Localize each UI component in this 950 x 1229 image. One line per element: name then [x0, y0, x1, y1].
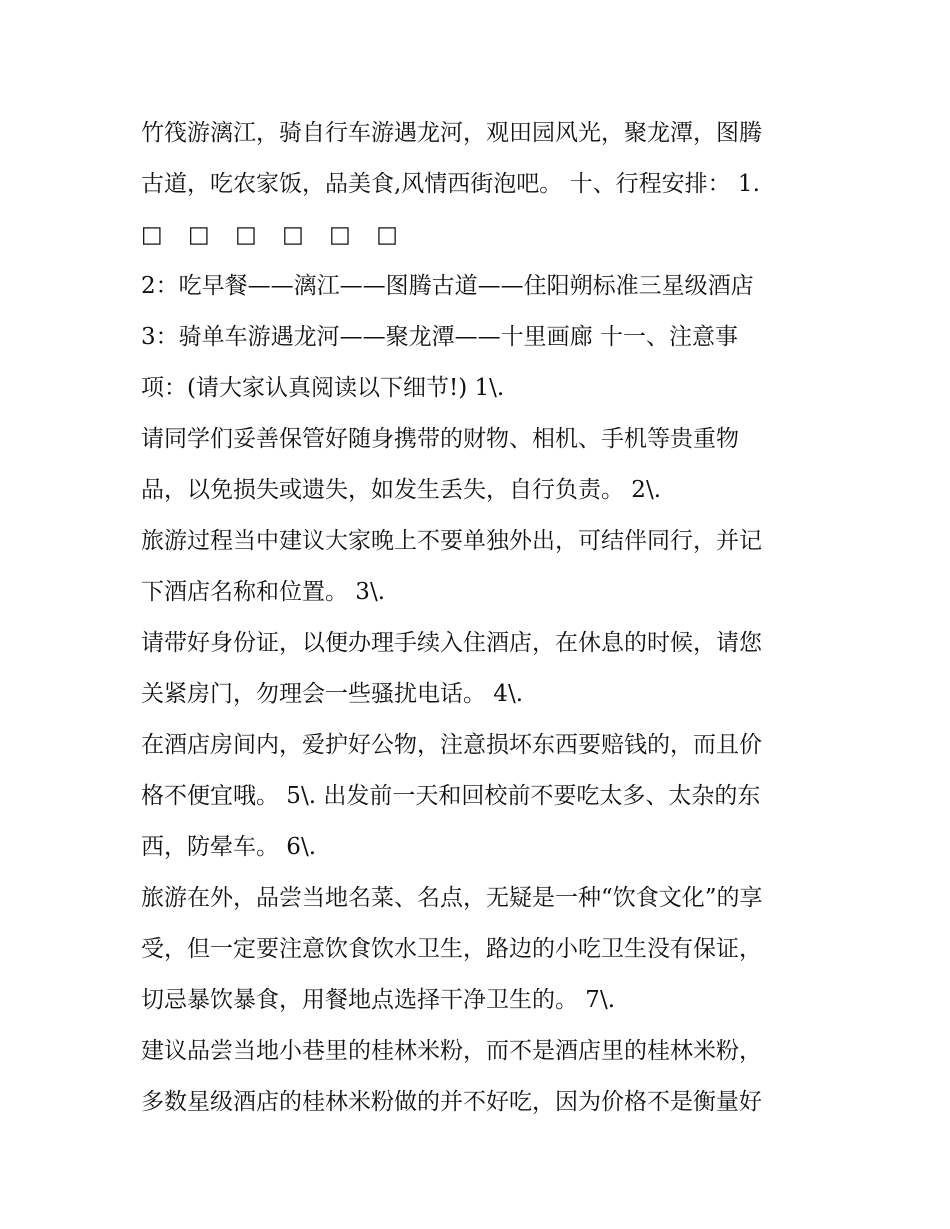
text-line: 请同学们妥善保管好随身携带的财物、相机、手机等贵重物 — [141, 426, 739, 452]
text-line: 关紧房门，勿理会一些骚扰电话。 4\. — [141, 681, 524, 707]
text-line: 旅游在外，品尝当地名菜、名点，无疑是一种“饮食文化”的享 — [141, 885, 763, 911]
text-line: 请带好身份证，以便办理手续入住酒店，在休息的时候，请您 — [141, 630, 762, 656]
text-line: 切忌暴饮暴食，用餐地点选择干净卫生的。 7\. — [141, 987, 616, 1013]
text-line: 西，防晕车。 6\. — [141, 834, 317, 860]
text-line: 下酒店名称和位置。 3\. — [141, 579, 386, 605]
body-text — [141, 108, 821, 1128]
text-line: 项：(请大家认真阅读以下细节!) 1\. — [141, 375, 505, 401]
text-line: 竹筏游漓江，骑自行车游遇龙河，观田园风光，聚龙潭，图腾 — [141, 120, 762, 146]
text-line: 格不便宜哦。 5\. 出发前一天和回校前不要吃太多、太杂的东 — [141, 783, 761, 809]
text-line: 建议品尝当地小巷里的桂林米粉，而不是酒店里的桂林米粉， — [141, 1038, 762, 1064]
text-line: 多数星级酒店的桂林米粉做的并不好吃，因为价格不是衡量好 — [141, 1089, 762, 1115]
text-line: 在酒店房间内，爱护好公物，注意损坏东西要赔钱的，而且价 — [141, 732, 762, 758]
text-line: 旅游过程当中建议大家晚上不要单独外出，可结伴同行，并记 — [141, 528, 762, 554]
text-line: 受，但一定要注意饮食饮水卫生，路边的小吃卫生没有保证， — [141, 936, 762, 962]
missing-glyph-line: □ □ □ □ □ □ — [141, 222, 407, 248]
text-line: 3：骑单车游遇龙河——聚龙潭——十里画廊 十一、注意事 — [141, 324, 738, 350]
text-line: 古道，吃农家饭，品美食,风情西街泡吧。 十、行程安排： 1. — [141, 171, 760, 197]
text-line: 品，以免损失或遗失，如发生丢失，自行负责。 2\. — [141, 477, 662, 503]
text-line: 2：吃早餐——漓江——图腾古道——住阳朔标准三星级酒店 — [141, 273, 754, 299]
